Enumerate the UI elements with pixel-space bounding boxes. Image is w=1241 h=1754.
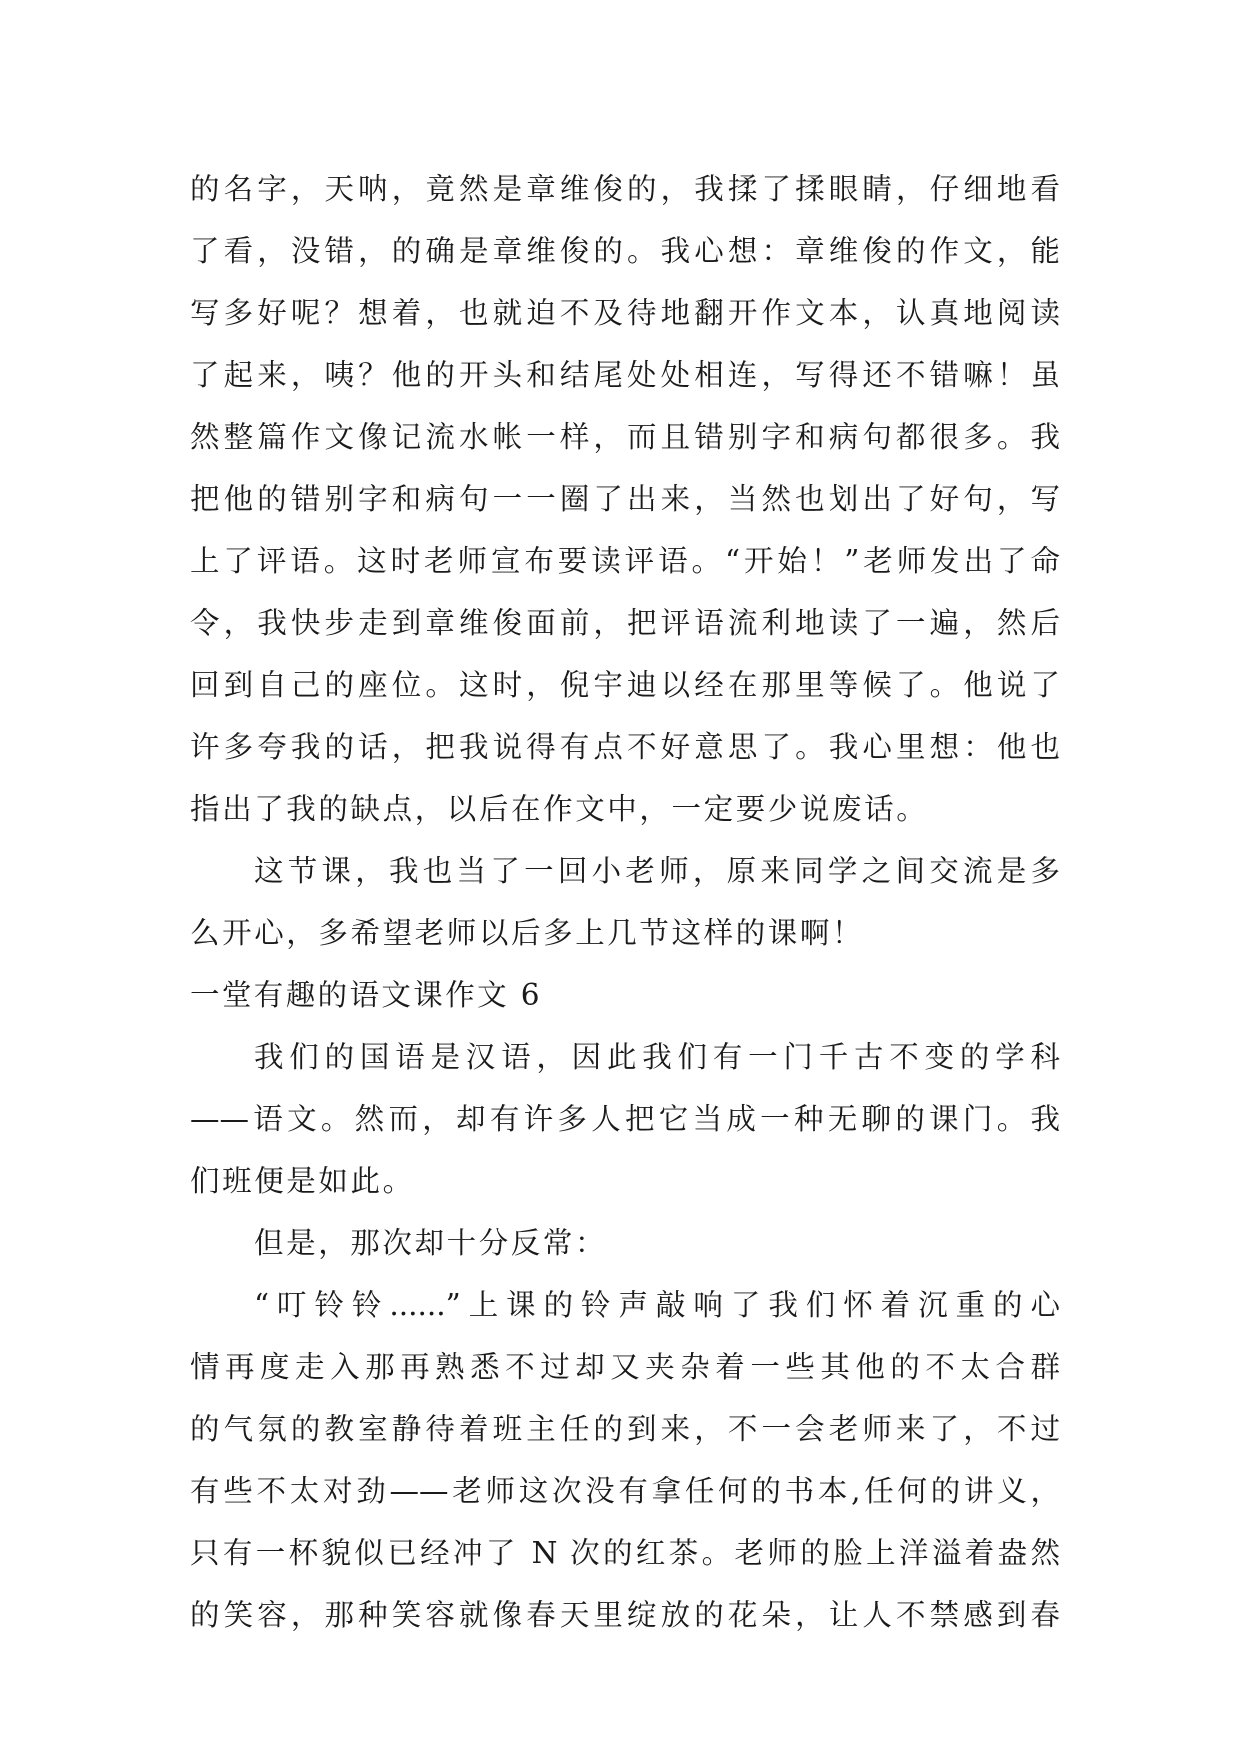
text-line: 了看，没错，的确是章维俊的。我心想：章维俊的作文，能 bbox=[190, 234, 1060, 268]
text-line: 写多好呢？想着，也就迫不及待地翻开作文本，认真地阅读 bbox=[190, 296, 1060, 330]
text-line: 但是，那次却十分反常： bbox=[254, 1226, 608, 1260]
text-line: “叮铃铃......”上课的铃声敲响了我们怀着沉重的心 bbox=[254, 1288, 1060, 1322]
text-line: 我们的国语是汉语，因此我们有一门千古不变的学科 bbox=[254, 1040, 1060, 1074]
text-line: 情再度走入那再熟悉不过却又夹杂着一些其他的不太合群 bbox=[190, 1350, 1060, 1384]
text-line: 然整篇作文像记流水帐一样，而且错别字和病句都很多。我 bbox=[190, 420, 1060, 454]
section-heading: 一堂有趣的语文课作文 6 bbox=[190, 978, 542, 1012]
text-line: 的气氛的教室静待着班主任的到来，不一会老师来了，不过 bbox=[190, 1412, 1060, 1446]
text-line: 们班便是如此。 bbox=[190, 1164, 415, 1198]
text-line: 许多夸我的话，把我说得有点不好意思了。我心里想：他也 bbox=[190, 730, 1060, 764]
text-line: 的名字，天呐，竟然是章维俊的，我揉了揉眼睛，仔细地看 bbox=[190, 172, 1060, 206]
text-line: 指出了我的缺点，以后在作文中，一定要少说废话。 bbox=[190, 792, 929, 826]
text-line: 么开心，多希望老师以后多上几节这样的课啊！ bbox=[190, 916, 865, 950]
text-line: 把他的错别字和病句一一圈了出来，当然也划出了好句，写 bbox=[190, 482, 1060, 516]
text-line: 的笑容，那种笑容就像春天里绽放的花朵，让人不禁感到春 bbox=[190, 1598, 1060, 1632]
text-line: 上了评语。这时老师宣布要读评语。“开始！”老师发出了命 bbox=[190, 544, 1060, 578]
document-body bbox=[190, 158, 1060, 1646]
text-line: 令，我快步走到章维俊面前，把评语流利地读了一遍，然后 bbox=[190, 606, 1060, 640]
text-line: 只有一杯貌似已经冲了 N 次的红茶。老师的脸上洋溢着盎然 bbox=[190, 1536, 1060, 1570]
text-line: 回到自己的座位。这时，倪宇迪以经在那里等候了。他说了 bbox=[190, 668, 1060, 702]
text-line: ——语文。然而，却有许多人把它当成一种无聊的课门。我 bbox=[190, 1102, 1060, 1136]
text-line: 了起来，咦？他的开头和结尾处处相连，写得还不错嘛！虽 bbox=[190, 358, 1060, 392]
text-line: 这节课，我也当了一回小老师，原来同学之间交流是多 bbox=[254, 854, 1060, 888]
text-line: 有些不太对劲——老师这次没有拿任何的书本,任何的讲义， bbox=[190, 1474, 1060, 1508]
